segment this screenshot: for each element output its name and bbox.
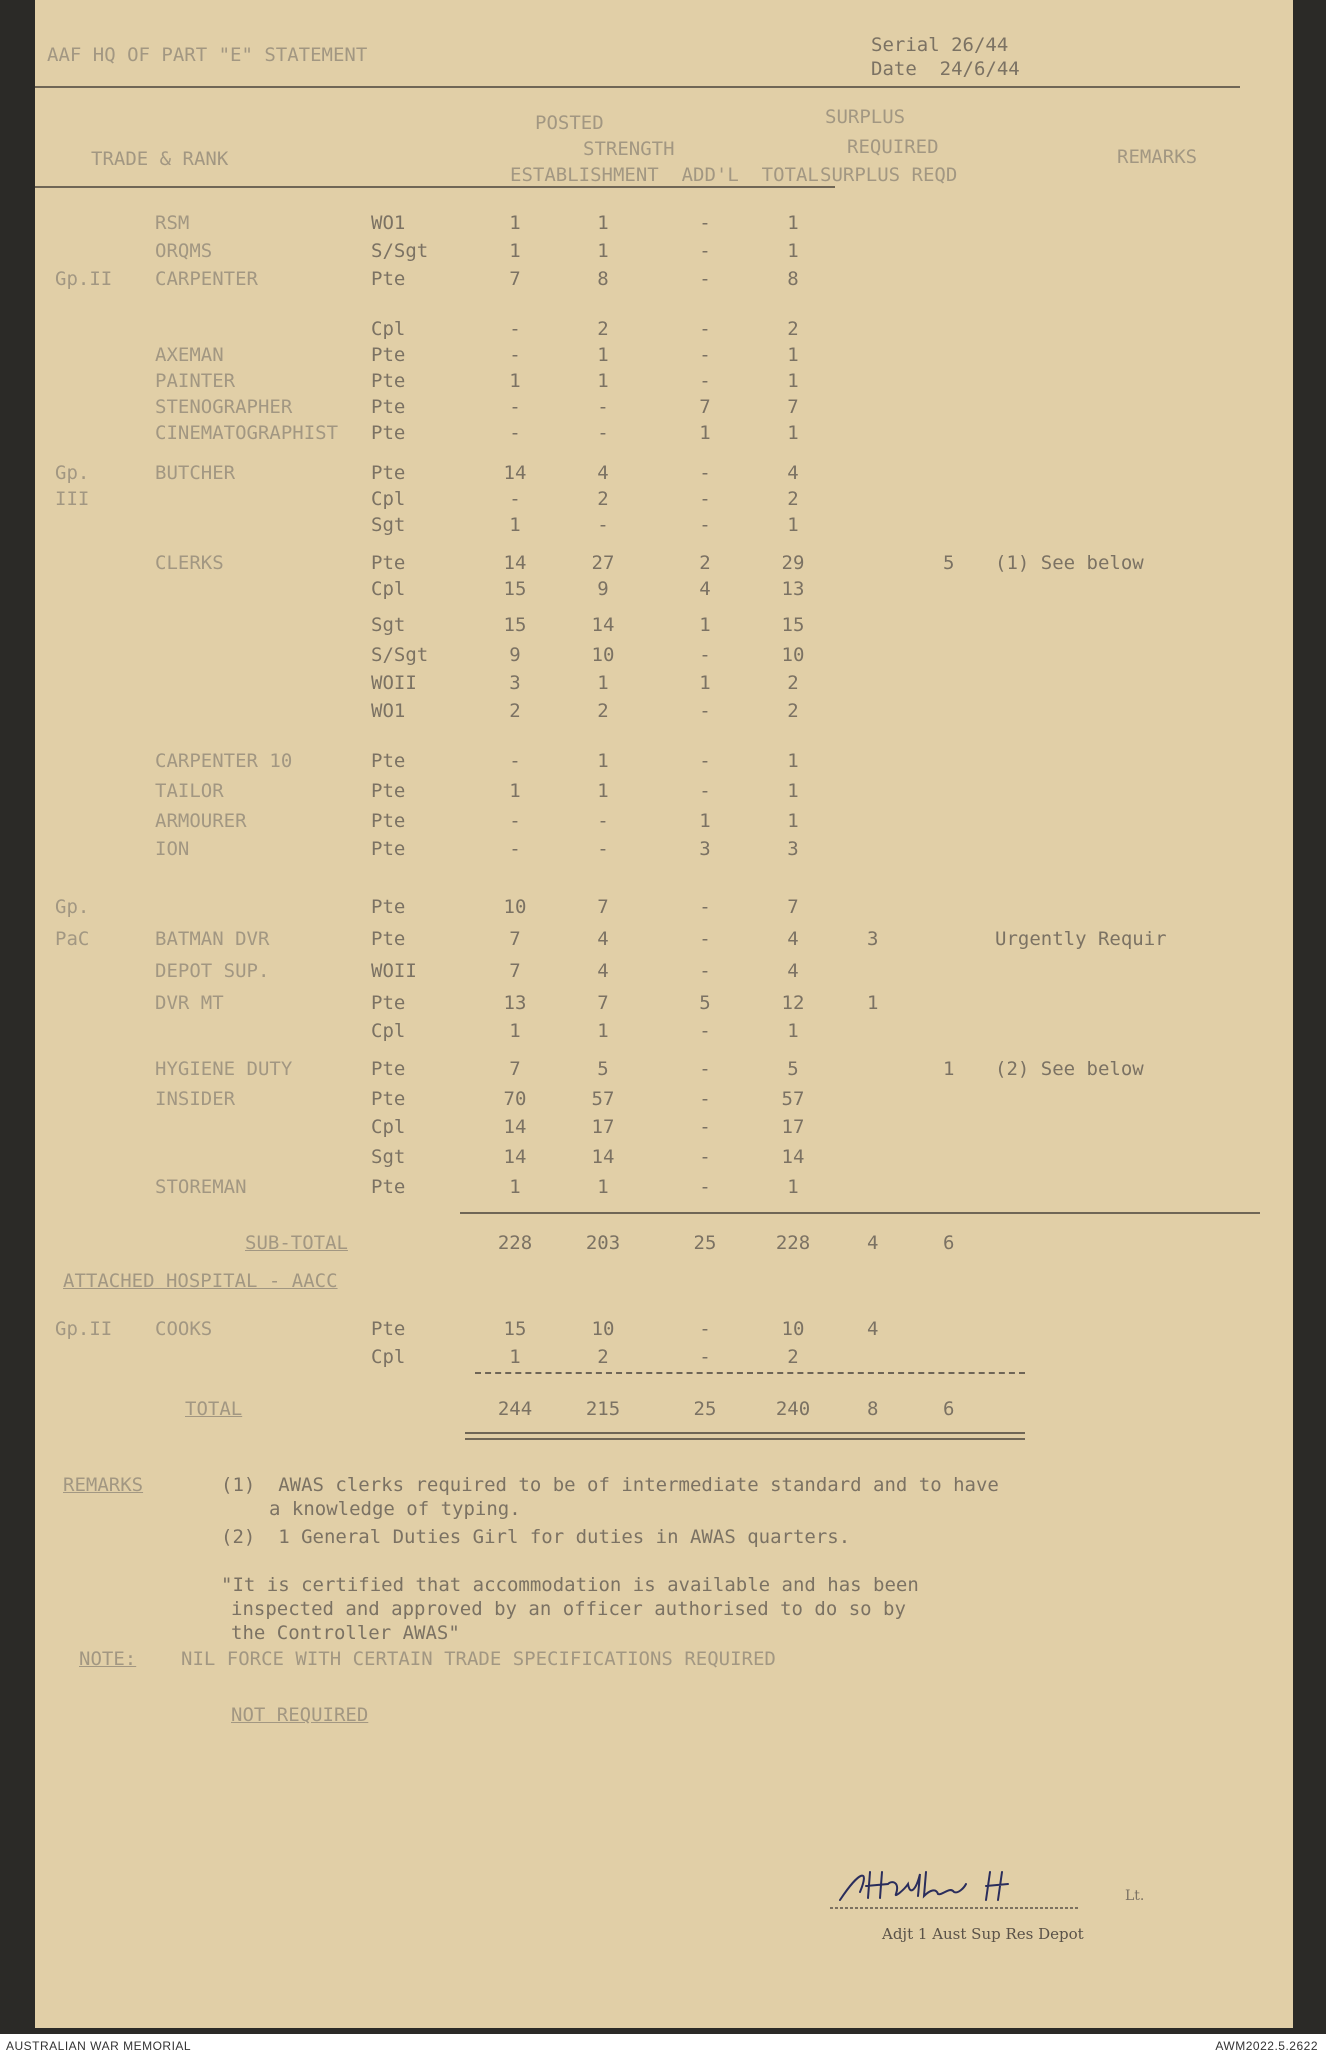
row-value: 1 xyxy=(699,422,711,444)
row-value: 1 xyxy=(787,514,799,536)
row-rank: Sgt xyxy=(371,514,406,536)
row-required: 1 xyxy=(867,992,879,1014)
row-value: 9 xyxy=(597,578,609,600)
row-value: - xyxy=(699,896,711,918)
row-rank: WO1 xyxy=(371,212,406,234)
row-value: 2 xyxy=(787,700,799,722)
row-value: 14 xyxy=(781,1146,805,1168)
row-value: 27 xyxy=(591,552,615,574)
row-remarks: Urgently Requir xyxy=(995,928,1167,950)
row-value: - xyxy=(597,514,609,536)
row-value: 57 xyxy=(591,1088,615,1110)
row-value: 2 xyxy=(787,318,799,340)
row-group: PaC xyxy=(55,928,90,950)
row-value: 3 xyxy=(699,838,711,860)
row-value: - xyxy=(699,1346,711,1368)
row-value: 12 xyxy=(781,992,805,1014)
row-value: 1 xyxy=(597,1176,609,1198)
row-value: 1 xyxy=(787,810,799,832)
row-value: 1 xyxy=(787,240,799,262)
handwritten-signature xyxy=(830,1862,1090,1912)
row-trade: RSM xyxy=(155,212,190,234)
row-value: 7 xyxy=(787,396,799,418)
total-required: 8 xyxy=(867,1398,879,1420)
row-value: 14 xyxy=(503,462,527,484)
row-value: 7 xyxy=(699,396,711,418)
remark-1b: a knowledge of typing. xyxy=(269,1498,521,1520)
row-value: 15 xyxy=(503,578,527,600)
columns-rule xyxy=(35,186,835,188)
total-value: 215 xyxy=(585,1398,621,1420)
row-value: 2 xyxy=(597,318,609,340)
row-value: - xyxy=(699,212,711,234)
row-rank: S/Sgt xyxy=(371,240,429,262)
row-group: Gp. xyxy=(55,896,90,918)
row-rank: Pte xyxy=(371,1318,406,1340)
document-page xyxy=(35,0,1293,2028)
row-value: 15 xyxy=(503,614,527,636)
row-trade: STOREMAN xyxy=(155,1176,247,1198)
row-trade: AXEMAN xyxy=(155,344,224,366)
row-trade: STENOGRAPHER xyxy=(155,396,293,418)
signature-caption: Adjt 1 Aust Sup Res Depot xyxy=(882,1925,1084,1943)
row-trade: ION xyxy=(155,838,190,860)
row-value: - xyxy=(509,750,521,772)
row-rank: Pte xyxy=(371,268,406,290)
row-value: 1 xyxy=(509,212,521,234)
row-value: - xyxy=(699,344,711,366)
row-value: - xyxy=(509,318,521,340)
row-rank: Pte xyxy=(371,344,406,366)
row-value: 70 xyxy=(503,1088,527,1110)
row-value: - xyxy=(699,928,711,950)
row-value: - xyxy=(509,344,521,366)
row-value: 1 xyxy=(509,1020,521,1042)
row-trade: CLERKS xyxy=(155,552,224,574)
row-value: 7 xyxy=(509,960,521,982)
row-rank: Pte xyxy=(371,810,406,832)
row-rank: Pte xyxy=(371,552,406,574)
row-value: - xyxy=(699,462,711,484)
row-value: 1 xyxy=(509,370,521,392)
row-rank: WO1 xyxy=(371,700,406,722)
row-value: 1 xyxy=(787,422,799,444)
row-group: Gp.II xyxy=(55,1318,113,1340)
row-value: - xyxy=(699,240,711,262)
row-value: 1 xyxy=(597,344,609,366)
row-rank: Pte xyxy=(371,896,406,918)
note-label: NOTE: xyxy=(79,1648,137,1670)
row-trade: ORQMS xyxy=(155,240,213,262)
row-rank: Cpl xyxy=(371,318,406,340)
row-value: - xyxy=(509,396,521,418)
certification-1: "It is certified that accommodation is available and has been xyxy=(221,1574,919,1596)
row-value: - xyxy=(699,488,711,510)
row-surplus: 1 xyxy=(943,1058,955,1080)
row-value: 1 xyxy=(699,672,711,694)
row-required: 4 xyxy=(867,1318,879,1340)
row-value: 1 xyxy=(597,240,609,262)
row-rank: Cpl xyxy=(371,1346,406,1368)
row-value: 1 xyxy=(699,810,711,832)
total-rule-2 xyxy=(465,1438,1025,1440)
row-value: - xyxy=(597,810,609,832)
col-remarks: REMARKS xyxy=(1117,146,1198,168)
total-label: TOTAL xyxy=(185,1398,243,1420)
row-rank: Sgt xyxy=(371,1146,406,1168)
row-trade: PAINTER xyxy=(155,370,236,392)
row-rank: Cpl xyxy=(371,1020,406,1042)
row-value: 1 xyxy=(699,614,711,636)
row-value: 1 xyxy=(597,370,609,392)
row-value: 4 xyxy=(597,462,609,484)
total-value: 244 xyxy=(497,1398,533,1420)
certification-3: the Controller AWAS" xyxy=(231,1622,460,1644)
row-value: - xyxy=(699,370,711,392)
row-value: - xyxy=(509,422,521,444)
row-value: 2 xyxy=(787,488,799,510)
remarks-label: REMARKS xyxy=(63,1474,144,1496)
row-rank: Pte xyxy=(371,1058,406,1080)
row-surplus: 5 xyxy=(943,552,955,574)
col-surplus-reqd: SURPLUS REQD xyxy=(820,164,958,186)
col-trade-rank: TRADE & RANK xyxy=(91,148,229,170)
total-value: 240 xyxy=(775,1398,811,1420)
row-value: 17 xyxy=(781,1116,805,1138)
row-remarks: (1) See below xyxy=(995,552,1144,574)
row-rank: Pte xyxy=(371,992,406,1014)
row-value: - xyxy=(597,396,609,418)
row-trade: CINEMATOGRAPHIST xyxy=(155,422,339,444)
row-value: - xyxy=(699,644,711,666)
row-value: 1 xyxy=(787,1020,799,1042)
row-value: 1 xyxy=(509,240,521,262)
row-value: 14 xyxy=(503,552,527,574)
row-value: 7 xyxy=(787,896,799,918)
row-value: 4 xyxy=(597,928,609,950)
total-surplus: 6 xyxy=(943,1398,955,1420)
header-rule xyxy=(35,86,1240,88)
row-value: 10 xyxy=(591,644,615,666)
subtotal-label: SUB-TOTAL xyxy=(245,1232,348,1254)
row-rank: S/Sgt xyxy=(371,644,429,666)
row-value: - xyxy=(699,1116,711,1138)
row-trade: DEPOT SUP. xyxy=(155,960,270,982)
subtotal-required: 4 xyxy=(867,1232,879,1254)
row-value: - xyxy=(699,1020,711,1042)
row-rank: Cpl xyxy=(371,578,406,600)
serial-number: Serial 26/44 xyxy=(871,34,1009,56)
row-rank: Pte xyxy=(371,422,406,444)
row-rank: Pte xyxy=(371,838,406,860)
row-value: 2 xyxy=(509,700,521,722)
doc-date: Date 24/6/44 xyxy=(871,58,1020,80)
row-value: 1 xyxy=(597,1020,609,1042)
row-value: - xyxy=(699,318,711,340)
row-value: 7 xyxy=(509,268,521,290)
row-value: - xyxy=(699,268,711,290)
row-value: 1 xyxy=(787,370,799,392)
row-trade: DVR MT xyxy=(155,992,224,1014)
row-value: 13 xyxy=(781,578,805,600)
not-required: NOT REQUIRED xyxy=(231,1704,369,1726)
row-value: 10 xyxy=(781,1318,805,1340)
row-value: 14 xyxy=(591,1146,615,1168)
row-trade: CARPENTER 10 xyxy=(155,750,293,772)
row-group: Gp. xyxy=(55,462,90,484)
row-value: 4 xyxy=(787,928,799,950)
row-value: 2 xyxy=(597,488,609,510)
row-value: 3 xyxy=(787,838,799,860)
subtotal-rule xyxy=(460,1212,1260,1214)
row-rank: Pte xyxy=(371,370,406,392)
row-value: 1 xyxy=(787,750,799,772)
row-value: 2 xyxy=(699,552,711,574)
remark-1a: (1) AWAS clerks required to be of intermediate standard and to have xyxy=(221,1474,999,1496)
row-value: 1 xyxy=(509,514,521,536)
row-value: 4 xyxy=(699,578,711,600)
subtotal-surplus: 6 xyxy=(943,1232,955,1254)
attached-heading: ATTACHED HOSPITAL - AACC xyxy=(63,1270,338,1292)
row-value: 7 xyxy=(509,1058,521,1080)
row-value: 1 xyxy=(787,212,799,234)
row-group: III xyxy=(55,488,90,510)
row-value: - xyxy=(699,750,711,772)
row-value: 14 xyxy=(503,1146,527,1168)
row-value: 2 xyxy=(787,1346,799,1368)
total-value: 25 xyxy=(693,1398,717,1420)
row-value: - xyxy=(699,960,711,982)
row-rank: Cpl xyxy=(371,1116,406,1138)
note-text: NIL FORCE WITH CERTAIN TRADE SPECIFICATIONS REQUIRED xyxy=(181,1648,776,1670)
row-value: 2 xyxy=(597,700,609,722)
row-value: 5 xyxy=(699,992,711,1014)
row-value: 5 xyxy=(597,1058,609,1080)
subtotal-value: 203 xyxy=(585,1232,621,1254)
row-value: 1 xyxy=(509,1346,521,1368)
row-value: - xyxy=(699,700,711,722)
subtotal-value: 25 xyxy=(693,1232,717,1254)
remark-2: (2) 1 General Duties Girl for duties in AWAS quarters. xyxy=(221,1526,851,1548)
row-value: 10 xyxy=(503,896,527,918)
row-value: 7 xyxy=(597,896,609,918)
col-sub: ESTABLISHMENT ADD'L TOTAL xyxy=(510,164,819,186)
total-rule-1 xyxy=(465,1432,1025,1434)
row-remarks: (2) See below xyxy=(995,1058,1144,1080)
col-required: REQUIRED xyxy=(847,136,939,158)
row-value: 14 xyxy=(591,614,615,636)
row-value: - xyxy=(597,838,609,860)
row-value: - xyxy=(699,1058,711,1080)
row-value: 8 xyxy=(597,268,609,290)
row-group: Gp.II xyxy=(55,268,113,290)
row-trade: TAILOR xyxy=(155,780,224,802)
row-rank: WOII xyxy=(371,672,417,694)
signature-rank: Lt. xyxy=(1125,1888,1145,1904)
footer-right: AWM2022.5.2622 xyxy=(1215,2039,1318,2053)
row-value: 10 xyxy=(781,644,805,666)
row-value: 1 xyxy=(787,1176,799,1198)
row-value: 4 xyxy=(787,960,799,982)
row-rank: Pte xyxy=(371,396,406,418)
row-value: - xyxy=(509,838,521,860)
row-rank: Pte xyxy=(371,780,406,802)
footer-left: AUSTRALIAN WAR MEMORIAL xyxy=(6,2039,192,2053)
row-value: 15 xyxy=(781,614,805,636)
row-value: 1 xyxy=(787,344,799,366)
col-posted: POSTED xyxy=(535,112,604,134)
row-rank: WOII xyxy=(371,960,417,982)
doc-title: AAF HQ OF PART "E" STATEMENT xyxy=(47,44,368,66)
row-value: 8 xyxy=(787,268,799,290)
row-value: 13 xyxy=(503,992,527,1014)
row-value: 3 xyxy=(509,672,521,694)
row-value: - xyxy=(699,1318,711,1340)
row-value: 10 xyxy=(591,1318,615,1340)
row-value: 14 xyxy=(503,1116,527,1138)
row-value: 1 xyxy=(597,212,609,234)
row-trade: ARMOURER xyxy=(155,810,247,832)
row-trade: HYGIENE DUTY xyxy=(155,1058,293,1080)
col-surplus: SURPLUS xyxy=(825,106,906,128)
row-value: 5 xyxy=(787,1058,799,1080)
row-value: - xyxy=(699,1088,711,1110)
row-value: 7 xyxy=(597,992,609,1014)
subtotal-value: 228 xyxy=(775,1232,811,1254)
row-value: 7 xyxy=(509,928,521,950)
row-value: 1 xyxy=(597,780,609,802)
row-trade: COOKS xyxy=(155,1318,213,1340)
row-value: 1 xyxy=(787,780,799,802)
row-value: 29 xyxy=(781,552,805,574)
row-value: 4 xyxy=(597,960,609,982)
row-value: - xyxy=(509,810,521,832)
row-trade: CARPENTER xyxy=(155,268,258,290)
row-rank: Sgt xyxy=(371,614,406,636)
row-value: 17 xyxy=(591,1116,615,1138)
row-value: 1 xyxy=(597,750,609,772)
row-value: 1 xyxy=(509,780,521,802)
row-value: 1 xyxy=(597,672,609,694)
row-rank: Pte xyxy=(371,1176,406,1198)
row-rank: Cpl xyxy=(371,488,406,510)
row-value: - xyxy=(699,1176,711,1198)
subtotal-value: 228 xyxy=(497,1232,533,1254)
row-rank: Pte xyxy=(371,750,406,772)
row-value: 2 xyxy=(787,672,799,694)
row-value: 1 xyxy=(509,1176,521,1198)
row-trade: INSIDER xyxy=(155,1088,236,1110)
row-value: - xyxy=(699,1146,711,1168)
certification-2: inspected and approved by an officer authorised to do so by xyxy=(231,1598,906,1620)
row-value: 15 xyxy=(503,1318,527,1340)
row-rank: Pte xyxy=(371,928,406,950)
col-strength: STRENGTH xyxy=(583,138,675,160)
row-trade: BATMAN DVR xyxy=(155,928,270,950)
row-rank: Pte xyxy=(371,462,406,484)
row-trade: BUTCHER xyxy=(155,462,236,484)
attached-rule xyxy=(475,1372,1025,1374)
row-value: - xyxy=(509,488,521,510)
row-value: 2 xyxy=(597,1346,609,1368)
row-value: - xyxy=(597,422,609,444)
row-value: - xyxy=(699,514,711,536)
row-rank: Pte xyxy=(371,1088,406,1110)
row-value: 9 xyxy=(509,644,521,666)
row-value: 57 xyxy=(781,1088,805,1110)
row-required: 3 xyxy=(867,928,879,950)
archive-footer xyxy=(0,2034,1326,2061)
row-value: - xyxy=(699,780,711,802)
row-value: 4 xyxy=(787,462,799,484)
